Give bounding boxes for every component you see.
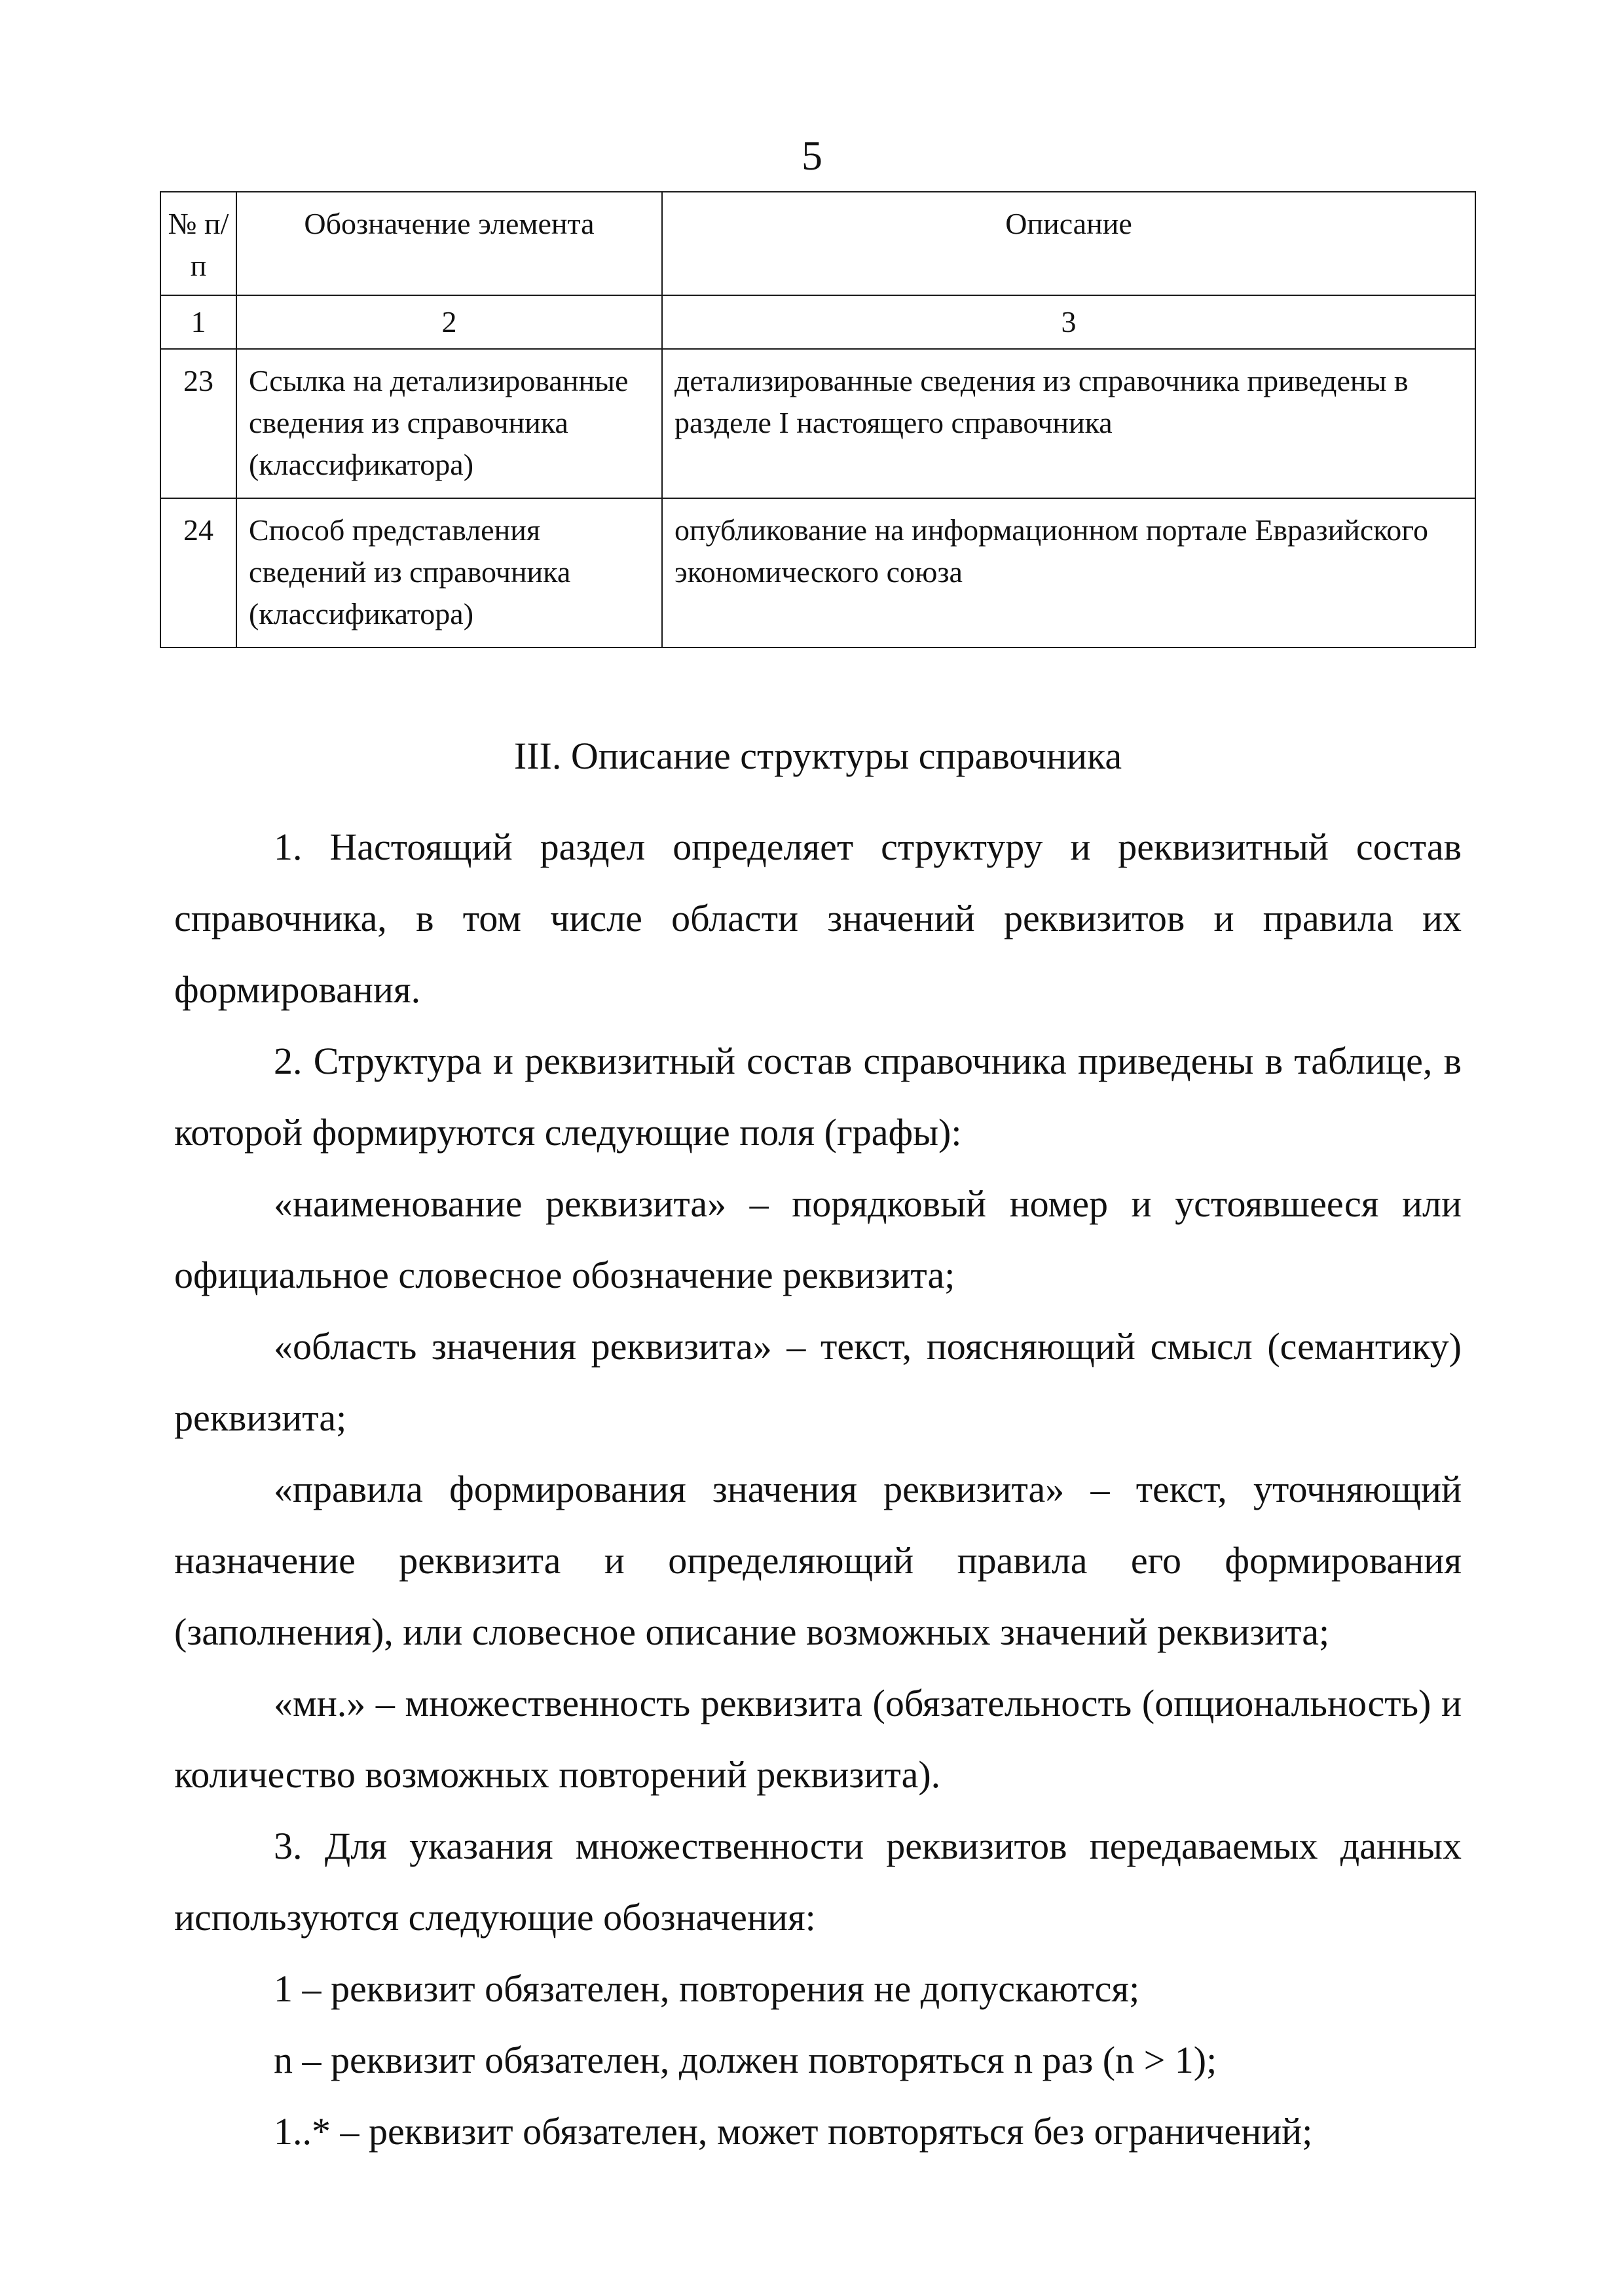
- section-title: III. Описание структуры справочника: [513, 735, 1122, 777]
- paragraph-1: 1. Настоящий раздел определяет структуру и реквизитный состав справочника, в том числе области значений реквизитов и правила их формирования.: [174, 826, 1462, 1011]
- row-element: Ссылка на детализированные сведения из справочника (классификатора): [236, 349, 662, 498]
- paragraph-field-rules: «правила формирования значения реквизита» – текст, уточняющий назначение реквизита и определяющий правила его формирования (заполнения), или словесное описание возможных значений реквизита;: [174, 1468, 1462, 1653]
- specification-table: [160, 191, 1476, 648]
- header-description: Описание: [662, 192, 1475, 295]
- header-number: № п/п: [160, 192, 236, 295]
- list-item: 1 – реквизит обязателен, повторения не допускаются;: [274, 1967, 1140, 2010]
- table-row: [160, 349, 1475, 498]
- column-numbers-row: [160, 295, 1475, 349]
- column-number-2: 2: [236, 295, 662, 349]
- paragraph-field-domain: «область значения реквизита» – текст, поясняющий смысл (семантику) реквизита;: [174, 1325, 1462, 1439]
- row-description: опубликование на информационном портале Евразийского экономического союза: [662, 498, 1475, 647]
- row-number: 24: [160, 498, 236, 647]
- table-row: [160, 498, 1475, 647]
- paragraph-2: 2. Структура и реквизитный состав справочника приведены в таблице, в которой формируются следующие поля (графы):: [174, 1040, 1462, 1154]
- section-body: [174, 720, 1462, 2167]
- paragraph-3: 3. Для указания множественности реквизитов передаваемых данных используются следующие обозначения:: [174, 1825, 1462, 1939]
- paragraph-field-multiplicity: «мн.» – множественность реквизита (обязательность (опциональность) и количество возможных повторений реквизита).: [174, 1682, 1462, 1796]
- page-number: 5: [802, 132, 822, 179]
- row-number: 23: [160, 349, 236, 498]
- row-description: детализированные сведения из справочника приведены в разделе I настоящего справочника: [662, 349, 1475, 498]
- table-header-row: [160, 192, 1475, 295]
- list-item: 1..* – реквизит обязателен, может повторяться без ограничений;: [274, 2110, 1313, 2153]
- row-element: Способ представления сведений из справочника (классификатора): [236, 498, 662, 647]
- list-item: n – реквизит обязателен, должен повторяться n раз (n > 1);: [274, 2039, 1217, 2081]
- header-element: Обозначение элемента: [236, 192, 662, 295]
- paragraph-field-name: «наименование реквизита» – порядковый номер и устоявшееся или официальное словесное обозначение реквизита;: [174, 1182, 1462, 1296]
- column-number-3: 3: [662, 295, 1475, 349]
- column-number-1: 1: [160, 295, 236, 349]
